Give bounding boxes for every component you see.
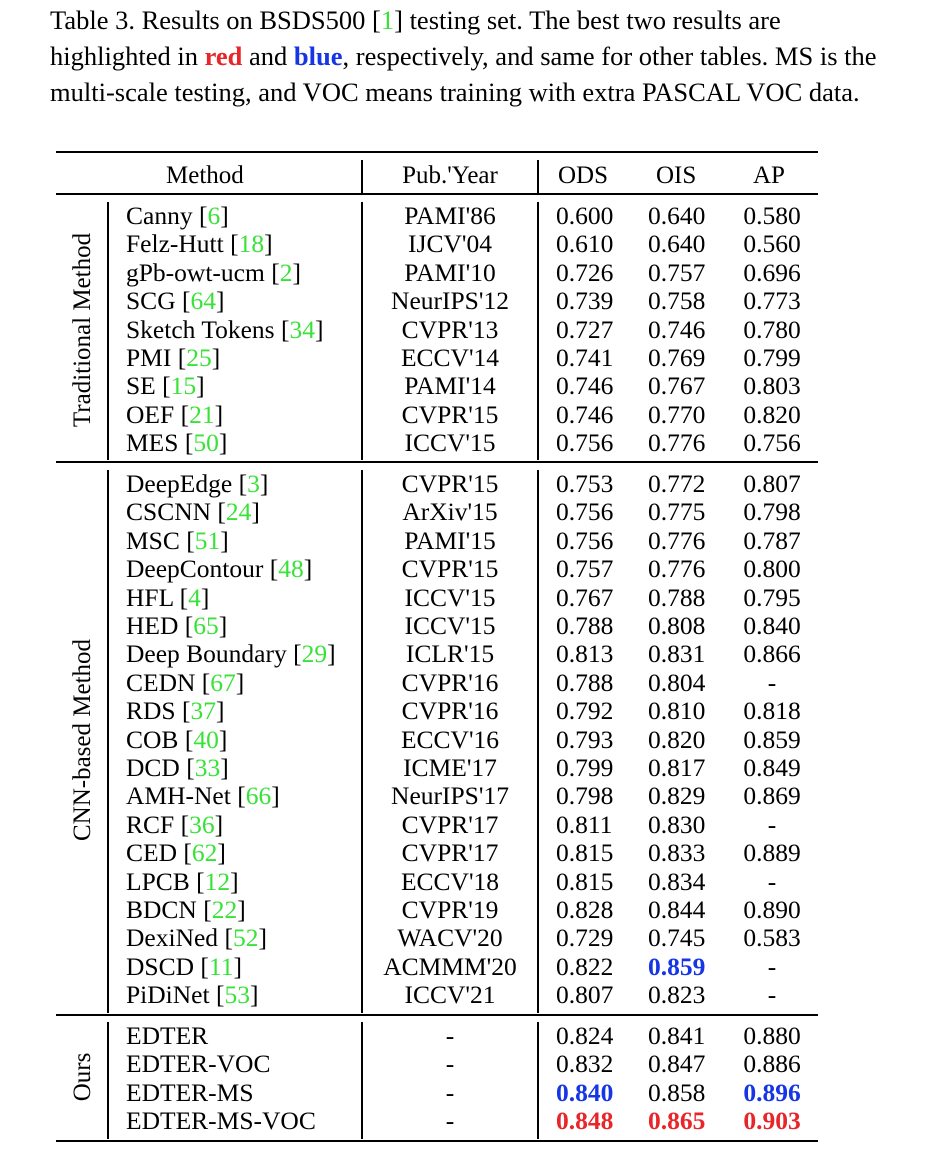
citation-link[interactable]: 37	[190, 696, 216, 726]
ods-cell: 0.824	[556, 1021, 614, 1050]
table-row	[0, 470, 926, 498]
citation-link[interactable]: 22	[211, 895, 238, 924]
method-cell: MES [50]	[126, 428, 228, 458]
ois-cell: 0.810	[648, 696, 706, 726]
pub-year-cell: CVPR'17	[401, 809, 499, 839]
citation-link[interactable]: 48	[278, 554, 304, 584]
method-cell: RCF [36]	[126, 809, 224, 839]
ap-cell: 0.840	[743, 611, 801, 640]
ods-cell: 0.753	[556, 469, 614, 498]
ods-cell: 0.788	[556, 611, 614, 640]
pub-year-cell: CVPR'15	[401, 399, 499, 429]
table-row	[0, 612, 926, 640]
ap-cell: 0.886	[743, 1049, 801, 1079]
header-pub-year: Pub.'Year	[402, 162, 498, 189]
pub-year-cell: NeurIPS'17	[391, 781, 509, 811]
citation-link[interactable]: 29	[301, 639, 328, 669]
ods-cell: 0.746	[556, 371, 614, 401]
ap-cell: 0.820	[743, 399, 801, 429]
pub-year-cell: PAMI'14	[404, 371, 496, 401]
ap-cell: 0.903	[743, 1106, 801, 1136]
pub-year-cell: -	[445, 1106, 455, 1136]
pub-year-cell: ECCV'14	[400, 343, 500, 372]
header-ap: AP	[753, 162, 785, 189]
pub-year-cell: ECCV'16	[400, 724, 500, 754]
bottom-rule	[56, 1140, 818, 1142]
method-cell: CSCNN [24]	[126, 497, 260, 527]
ods-cell: 0.848	[556, 1106, 614, 1136]
ods-cell: 0.767	[556, 582, 614, 612]
ois-cell: 0.640	[648, 229, 706, 259]
ap-cell: 0.583	[743, 923, 801, 953]
pub-year-cell: NeurIPS'12	[391, 286, 509, 316]
method-cell: PMI [25]	[126, 343, 221, 372]
ois-cell: 0.859	[648, 951, 706, 981]
pub-year-cell: ICCV'15	[404, 582, 496, 612]
ods-cell: 0.798	[556, 781, 614, 811]
ods-cell: 0.788	[556, 667, 614, 697]
ods-cell: 0.746	[556, 399, 614, 429]
table-row	[0, 1050, 926, 1078]
pub-year-cell: PAMI'86	[404, 201, 496, 230]
ods-cell: 0.739	[556, 286, 614, 316]
citation-link[interactable]: 24	[225, 497, 252, 527]
method-cell: OEF [21]	[126, 399, 224, 429]
citation-link[interactable]: 25	[186, 343, 212, 372]
table-row	[0, 953, 926, 981]
pub-year-cell: WACV'20	[397, 923, 503, 953]
ois-cell: 0.745	[648, 923, 706, 953]
citation-link[interactable]: 6	[207, 201, 221, 230]
ods-cell: 0.811	[556, 809, 613, 839]
ap-cell: 0.866	[743, 639, 801, 669]
method-cell: Canny [6]	[126, 201, 229, 230]
pub-year-cell: CVPR'13	[401, 314, 499, 344]
table-row	[0, 230, 926, 258]
ois-cell: 0.775	[648, 497, 706, 527]
method-cell: PiDiNet [53]	[126, 980, 259, 1010]
pub-year-cell: ACMMM'20	[383, 951, 517, 981]
method-cell: EDTER	[126, 1021, 209, 1050]
method-cell: HFL [4]	[126, 582, 210, 612]
ois-cell: 0.758	[648, 286, 706, 316]
pub-year-cell: ICLR'15	[405, 639, 495, 669]
method-cell: SCG [64]	[126, 286, 225, 316]
citation-link[interactable]: 34	[289, 314, 315, 344]
ap-cell: -	[767, 667, 777, 697]
ois-cell: 0.820	[648, 724, 706, 754]
method-cell: SE [15]	[126, 371, 205, 401]
method-cell: EDTER-MS-VOC	[126, 1106, 316, 1136]
ap-cell: 0.880	[743, 1021, 801, 1050]
ods-cell: 0.757	[556, 554, 614, 584]
citation-link[interactable]: 62	[191, 838, 218, 868]
ois-cell: 0.817	[648, 753, 706, 782]
ois-cell: 0.776	[648, 525, 706, 555]
ap-cell: 0.803	[743, 371, 801, 401]
table-row	[0, 669, 926, 697]
top-rule	[56, 151, 818, 153]
method-cell: DexiNed [52]	[126, 923, 267, 953]
ois-cell: 0.830	[648, 809, 706, 839]
ods-cell: 0.840	[556, 1077, 614, 1107]
ap-cell: 0.696	[743, 257, 801, 287]
ois-cell: 0.804	[648, 667, 706, 697]
ois-cell: 0.865	[648, 1106, 706, 1136]
ap-cell: 0.869	[743, 781, 801, 811]
citation-link[interactable]: 40	[193, 724, 219, 754]
table-caption	[50, 2, 880, 110]
method-cell: EDTER-MS	[126, 1077, 254, 1107]
table-row	[0, 555, 926, 583]
ap-cell: 0.580	[743, 201, 801, 230]
group-label-ours: Ours	[69, 1052, 96, 1102]
table-row	[0, 924, 926, 952]
pub-year-cell: -	[445, 1077, 455, 1107]
ap-cell: 0.560	[743, 229, 801, 259]
ois-cell: 0.772	[648, 469, 706, 498]
table-row	[0, 839, 926, 867]
pub-year-cell: CVPR'15	[401, 554, 499, 584]
ap-cell: -	[767, 866, 777, 896]
caption-blue-word: blue	[293, 41, 343, 71]
group-rule	[56, 461, 818, 463]
ap-cell: -	[767, 951, 777, 981]
citation-link[interactable]: 11	[208, 951, 234, 981]
method-cell: AMH-Net [66]	[126, 781, 280, 811]
ods-cell: 0.727	[556, 314, 614, 344]
ap-cell: 0.818	[743, 696, 801, 726]
ap-cell: 0.807	[743, 469, 801, 498]
ap-cell: 0.799	[743, 343, 801, 372]
method-cell: HED [65]	[126, 611, 228, 640]
citation-link[interactable]: 4	[188, 582, 201, 612]
ods-cell: 0.828	[556, 895, 614, 924]
ap-cell: 0.859	[743, 724, 801, 754]
ods-cell: 0.792	[556, 696, 614, 726]
pub-year-cell: ICME'17	[403, 753, 497, 782]
table-row	[0, 981, 926, 1009]
ois-cell: 0.823	[648, 980, 706, 1010]
ois-cell: 0.746	[648, 314, 706, 344]
ois-cell: 0.776	[648, 428, 706, 458]
ods-cell: 0.815	[556, 838, 614, 868]
table-row	[0, 640, 926, 668]
method-cell: RDS [37]	[126, 696, 225, 726]
caption-text: ] testing set. The best two results are highlighted in	[50, 5, 781, 71]
table-row	[0, 429, 926, 457]
ois-cell: 0.770	[648, 399, 706, 429]
ods-cell: 0.832	[556, 1049, 614, 1079]
column-divider	[361, 160, 363, 193]
pub-year-cell: CVPR'17	[401, 838, 499, 868]
method-cell: BDCN [22]	[126, 895, 246, 924]
method-cell: LPCB [12]	[126, 866, 239, 896]
pub-year-cell: ICCV'15	[404, 611, 496, 640]
table-row	[0, 811, 926, 839]
citation-link[interactable]: 50	[193, 428, 219, 458]
ois-cell: 0.788	[648, 582, 706, 612]
caption-text: Table 3. Results on BSDS500 [	[50, 5, 381, 35]
ois-cell: 0.834	[648, 866, 706, 896]
ods-cell: 0.799	[556, 753, 614, 782]
ods-cell: 0.600	[556, 201, 614, 230]
method-cell: gPb-owt-ucm [2]	[126, 257, 301, 287]
header-ois: OIS	[656, 162, 697, 189]
ap-cell: 0.798	[743, 497, 801, 527]
citation-link[interactable]: 36	[189, 809, 215, 839]
table-row	[0, 726, 926, 754]
table-row	[0, 1022, 926, 1050]
citation-link[interactable]: 65	[193, 611, 219, 640]
pub-year-cell: CVPR'19	[401, 895, 499, 924]
ois-cell: 0.808	[648, 611, 706, 640]
pub-year-cell: ArXiv'15	[402, 497, 498, 527]
ap-cell: 0.889	[743, 838, 801, 868]
ois-cell: 0.847	[648, 1049, 706, 1079]
pub-year-cell: ECCV'18	[400, 866, 500, 896]
table-row	[0, 527, 926, 555]
pub-year-cell: PAMI'10	[404, 257, 496, 287]
ods-cell: 0.610	[556, 229, 614, 259]
header-rule	[56, 193, 818, 195]
table-row	[0, 1079, 926, 1107]
ap-cell: 0.795	[743, 582, 801, 612]
citation-link[interactable]: 67	[210, 667, 236, 697]
column-divider	[537, 160, 539, 193]
ois-cell: 0.767	[648, 371, 706, 401]
method-cell: MSC [51]	[126, 525, 229, 555]
ods-cell: 0.756	[556, 497, 614, 527]
caption-text: , respectively, and same for other tables. MS is the multi-scale testing, and VOC means training with extra PASCAL VOC data.	[50, 41, 877, 107]
method-cell: Felz-Hutt [18]	[126, 229, 273, 259]
group-label-cnn: CNN-based Method	[69, 638, 96, 842]
table-row	[0, 498, 926, 526]
citation-link[interactable]: 53	[224, 980, 250, 1010]
citation-link[interactable]: 33	[194, 753, 221, 782]
citation-link[interactable]: 51	[194, 525, 221, 555]
ap-cell: 0.773	[743, 286, 801, 316]
table-row	[0, 754, 926, 782]
method-cell: CEDN [67]	[126, 667, 245, 697]
table-row	[0, 372, 926, 400]
citation-link[interactable]: 66	[245, 781, 272, 811]
table-row	[0, 316, 926, 344]
table-row	[0, 401, 926, 429]
header-ods: ODS	[558, 162, 609, 189]
method-cell: DeepEdge [3]	[126, 469, 269, 498]
ap-cell: 0.849	[743, 753, 801, 782]
ods-cell: 0.729	[556, 923, 614, 953]
method-cell: DSCD [11]	[126, 951, 242, 981]
pub-year-cell: CVPR'16	[401, 696, 499, 726]
citation-link[interactable]: 15	[170, 371, 197, 401]
ap-cell: -	[767, 809, 777, 839]
ods-cell: 0.726	[556, 257, 614, 287]
citation-link[interactable]: 18	[238, 229, 265, 259]
ap-cell: 0.756	[743, 428, 801, 458]
ods-cell: 0.741	[556, 343, 614, 372]
pub-year-cell: CVPR'15	[401, 469, 499, 498]
group-label-traditional: Traditional Method	[69, 232, 96, 428]
table-row	[0, 202, 926, 230]
ois-cell: 0.831	[648, 639, 706, 669]
citation-link[interactable]: 64	[190, 286, 216, 316]
ois-cell: 0.841	[648, 1021, 706, 1050]
ap-cell: 0.780	[743, 314, 801, 344]
method-cell: Deep Boundary [29]	[126, 639, 336, 669]
table-row	[0, 287, 926, 315]
ods-cell: 0.813	[556, 639, 614, 669]
ois-cell: 0.776	[648, 554, 706, 584]
header-method: Method	[166, 162, 244, 189]
ois-cell: 0.858	[648, 1077, 706, 1107]
ois-cell: 0.757	[648, 257, 706, 287]
pub-year-cell: IJCV'04	[408, 229, 492, 259]
citation-link[interactable]: 12	[204, 866, 231, 896]
group-rule	[56, 1014, 818, 1016]
citation-link[interactable]: 2	[279, 257, 293, 287]
ods-cell: 0.822	[556, 951, 614, 981]
ods-cell: 0.793	[556, 724, 614, 754]
ap-cell: -	[767, 980, 777, 1010]
caption-text: and	[242, 41, 294, 71]
caption-red-word: red	[204, 41, 243, 71]
ap-cell: 0.896	[743, 1077, 801, 1107]
citation-link[interactable]: 21	[189, 399, 215, 429]
pub-year-cell: CVPR'16	[401, 667, 499, 697]
citation-link[interactable]: 52	[232, 923, 259, 953]
table-row	[0, 259, 926, 287]
table-row	[0, 584, 926, 612]
ois-cell: 0.829	[648, 781, 706, 811]
pub-year-cell: -	[445, 1049, 455, 1079]
ois-cell: 0.833	[648, 838, 706, 868]
ois-cell: 0.769	[648, 343, 706, 372]
method-cell: Sketch Tokens [34]	[126, 314, 324, 344]
table-row	[0, 782, 926, 810]
pub-year-cell: ICCV'21	[404, 980, 496, 1010]
ois-cell: 0.640	[648, 201, 706, 230]
method-cell: COB [40]	[126, 724, 228, 754]
pub-year-cell: -	[445, 1021, 455, 1050]
caption-ref[interactable]: 1	[380, 5, 395, 35]
table-row	[0, 1107, 926, 1135]
ap-cell: 0.800	[743, 554, 801, 584]
citation-link[interactable]: 3	[247, 469, 260, 498]
ods-cell: 0.756	[556, 428, 614, 458]
ods-cell: 0.807	[556, 980, 614, 1010]
pub-year-cell: ICCV'15	[404, 428, 496, 458]
method-cell: CED [62]	[126, 838, 226, 868]
ods-cell: 0.815	[556, 866, 614, 896]
table-row	[0, 697, 926, 725]
table-row	[0, 868, 926, 896]
ois-cell: 0.844	[648, 895, 706, 924]
table-row	[0, 896, 926, 924]
pub-year-cell: PAMI'15	[404, 525, 496, 555]
ap-cell: 0.890	[743, 895, 801, 924]
ods-cell: 0.756	[556, 525, 614, 555]
method-cell: EDTER-VOC	[126, 1049, 271, 1079]
ap-cell: 0.787	[743, 525, 801, 555]
table-row	[0, 344, 926, 372]
method-cell: DCD [33]	[126, 753, 229, 782]
method-cell: DeepContour [48]	[126, 554, 313, 584]
